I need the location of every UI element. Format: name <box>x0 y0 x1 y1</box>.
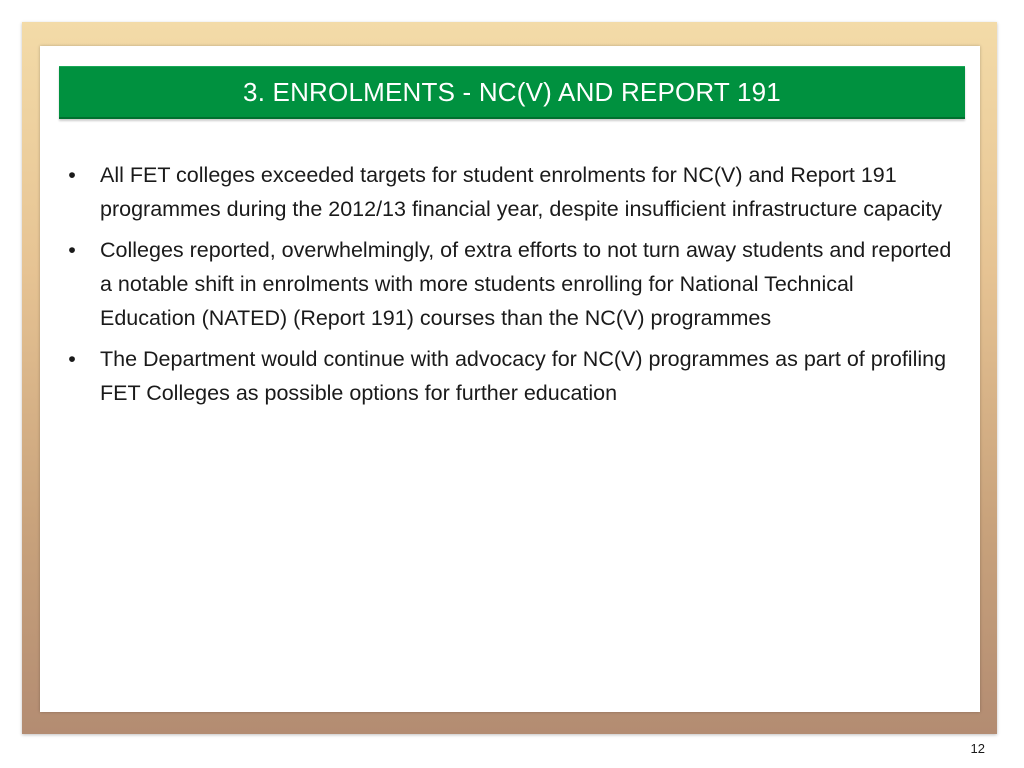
page-number: 12 <box>970 741 985 756</box>
bullet-text: Colleges reported, overwhelmingly, of extra efforts to not turn away students and reported a notable shift in enrolments with more students enrolling for National Technical Education (NATED) (Report 191) courses than the NC(V) programmes <box>100 238 952 330</box>
bullet-icon: • <box>68 238 76 262</box>
title-bar <box>59 66 965 119</box>
bullet-item <box>62 342 952 410</box>
bullet-text: The Department would continue with advocacy for NC(V) programmes as part of profiling FET Colleges as possible options for further education <box>100 347 947 405</box>
bullet-icon: • <box>68 163 76 187</box>
bullet-item <box>62 233 952 335</box>
bullet-icon: • <box>68 347 76 371</box>
bullet-item <box>62 158 952 226</box>
slide-title: 3. ENROLMENTS - NC(V) AND REPORT 191 <box>243 76 781 107</box>
bullet-text: All FET colleges exceeded targets for student enrolments for NC(V) and Report 191 programmes during the 2012/13 financial year, despite insufficient infrastructure capacity <box>100 163 943 221</box>
bullet-list <box>62 158 952 417</box>
